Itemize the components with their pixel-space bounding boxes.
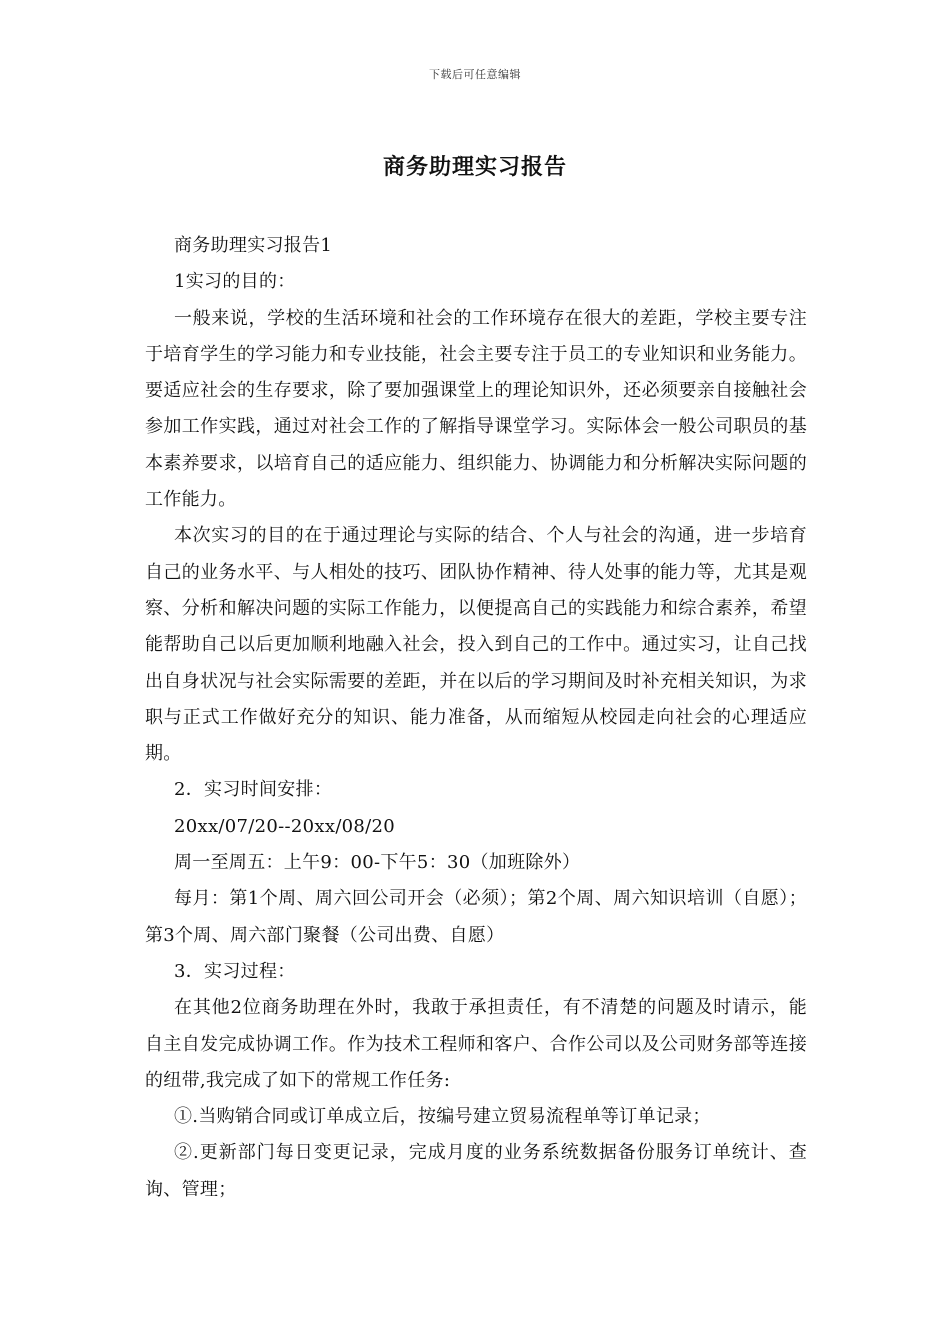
- list-item: ①.当购销合同或订单成立后，按编号建立贸易流程单等订单记录；: [174, 1106, 711, 1128]
- subheading-schedule: 2．实习时间安排：: [174, 779, 333, 801]
- paragraph: 每月：第1个周、周六回公司开会（必须）；第2个周、周六知识培训（自愿）；第3个周、周六部门聚餐（公司出费、自愿）: [145, 888, 807, 946]
- subheading-purpose: 1实习的目的：: [174, 271, 296, 293]
- list-item: ②.更新部门每日变更记录，完成月度的业务系统数据备份服务订单统计、查询、管理；: [145, 1142, 807, 1200]
- document-body: [145, 228, 807, 1208]
- subheading-process: 3．实习过程：: [174, 960, 296, 982]
- paragraph: 在其他2位商务助理在外时，我敢于承担责任，有不清楚的问题及时请示，能自主自发完成协调工作。作为技术工程师和客户、合作公司以及公司财务部等连接的纽带,我完成了如下的常规工作任务:: [145, 997, 807, 1091]
- paragraph: 周一至周五：上午9：00-下午5：30（加班除外）: [174, 852, 581, 874]
- paragraph: 一般来说，学校的生活环境和社会的工作环境存在很大的差距，学校主要专注于培育学生的学习能力和专业技能，社会主要专注于员工的专业知识和业务能力。要适应社会的生存要求，除了要加强课堂上的理论知识外，还必须要亲自接触社会参加工作实践，通过对社会工作的了解指导课堂学习。实际体会一般公司职员的基本素养要求，以培育自己的适应能力、组织能力、协调能力和分析解决实际问题的工作能力。: [145, 307, 807, 511]
- section-heading: 商务助理实习报告1: [174, 235, 333, 256]
- document-title: 商务助理实习报告: [382, 155, 567, 180]
- paragraph: 本次实习的目的在于通过理论与实际的结合、个人与社会的沟通，进一步培育自己的业务水平、与人相处的技巧、团队协作精神、待人处事的能力等，尤其是观察、分析和解决问题的实际工作能力，以便提高自己的实践能力和综合素养，希望能帮助自己以后更加顺利地融入社会，投入到自己的工作中。通过实习，让自己找出自身状况与社会实际需要的差距，并在以后的学习期间及时补充相关知识，为求职与正式工作做好充分的知识、能力准备，从而缩短从校园走向社会的心理适应期。: [145, 525, 807, 765]
- paragraph: 20xx/07/20--20xx/08/20: [174, 815, 396, 837]
- header-note: 下载后可任意编辑: [429, 68, 521, 81]
